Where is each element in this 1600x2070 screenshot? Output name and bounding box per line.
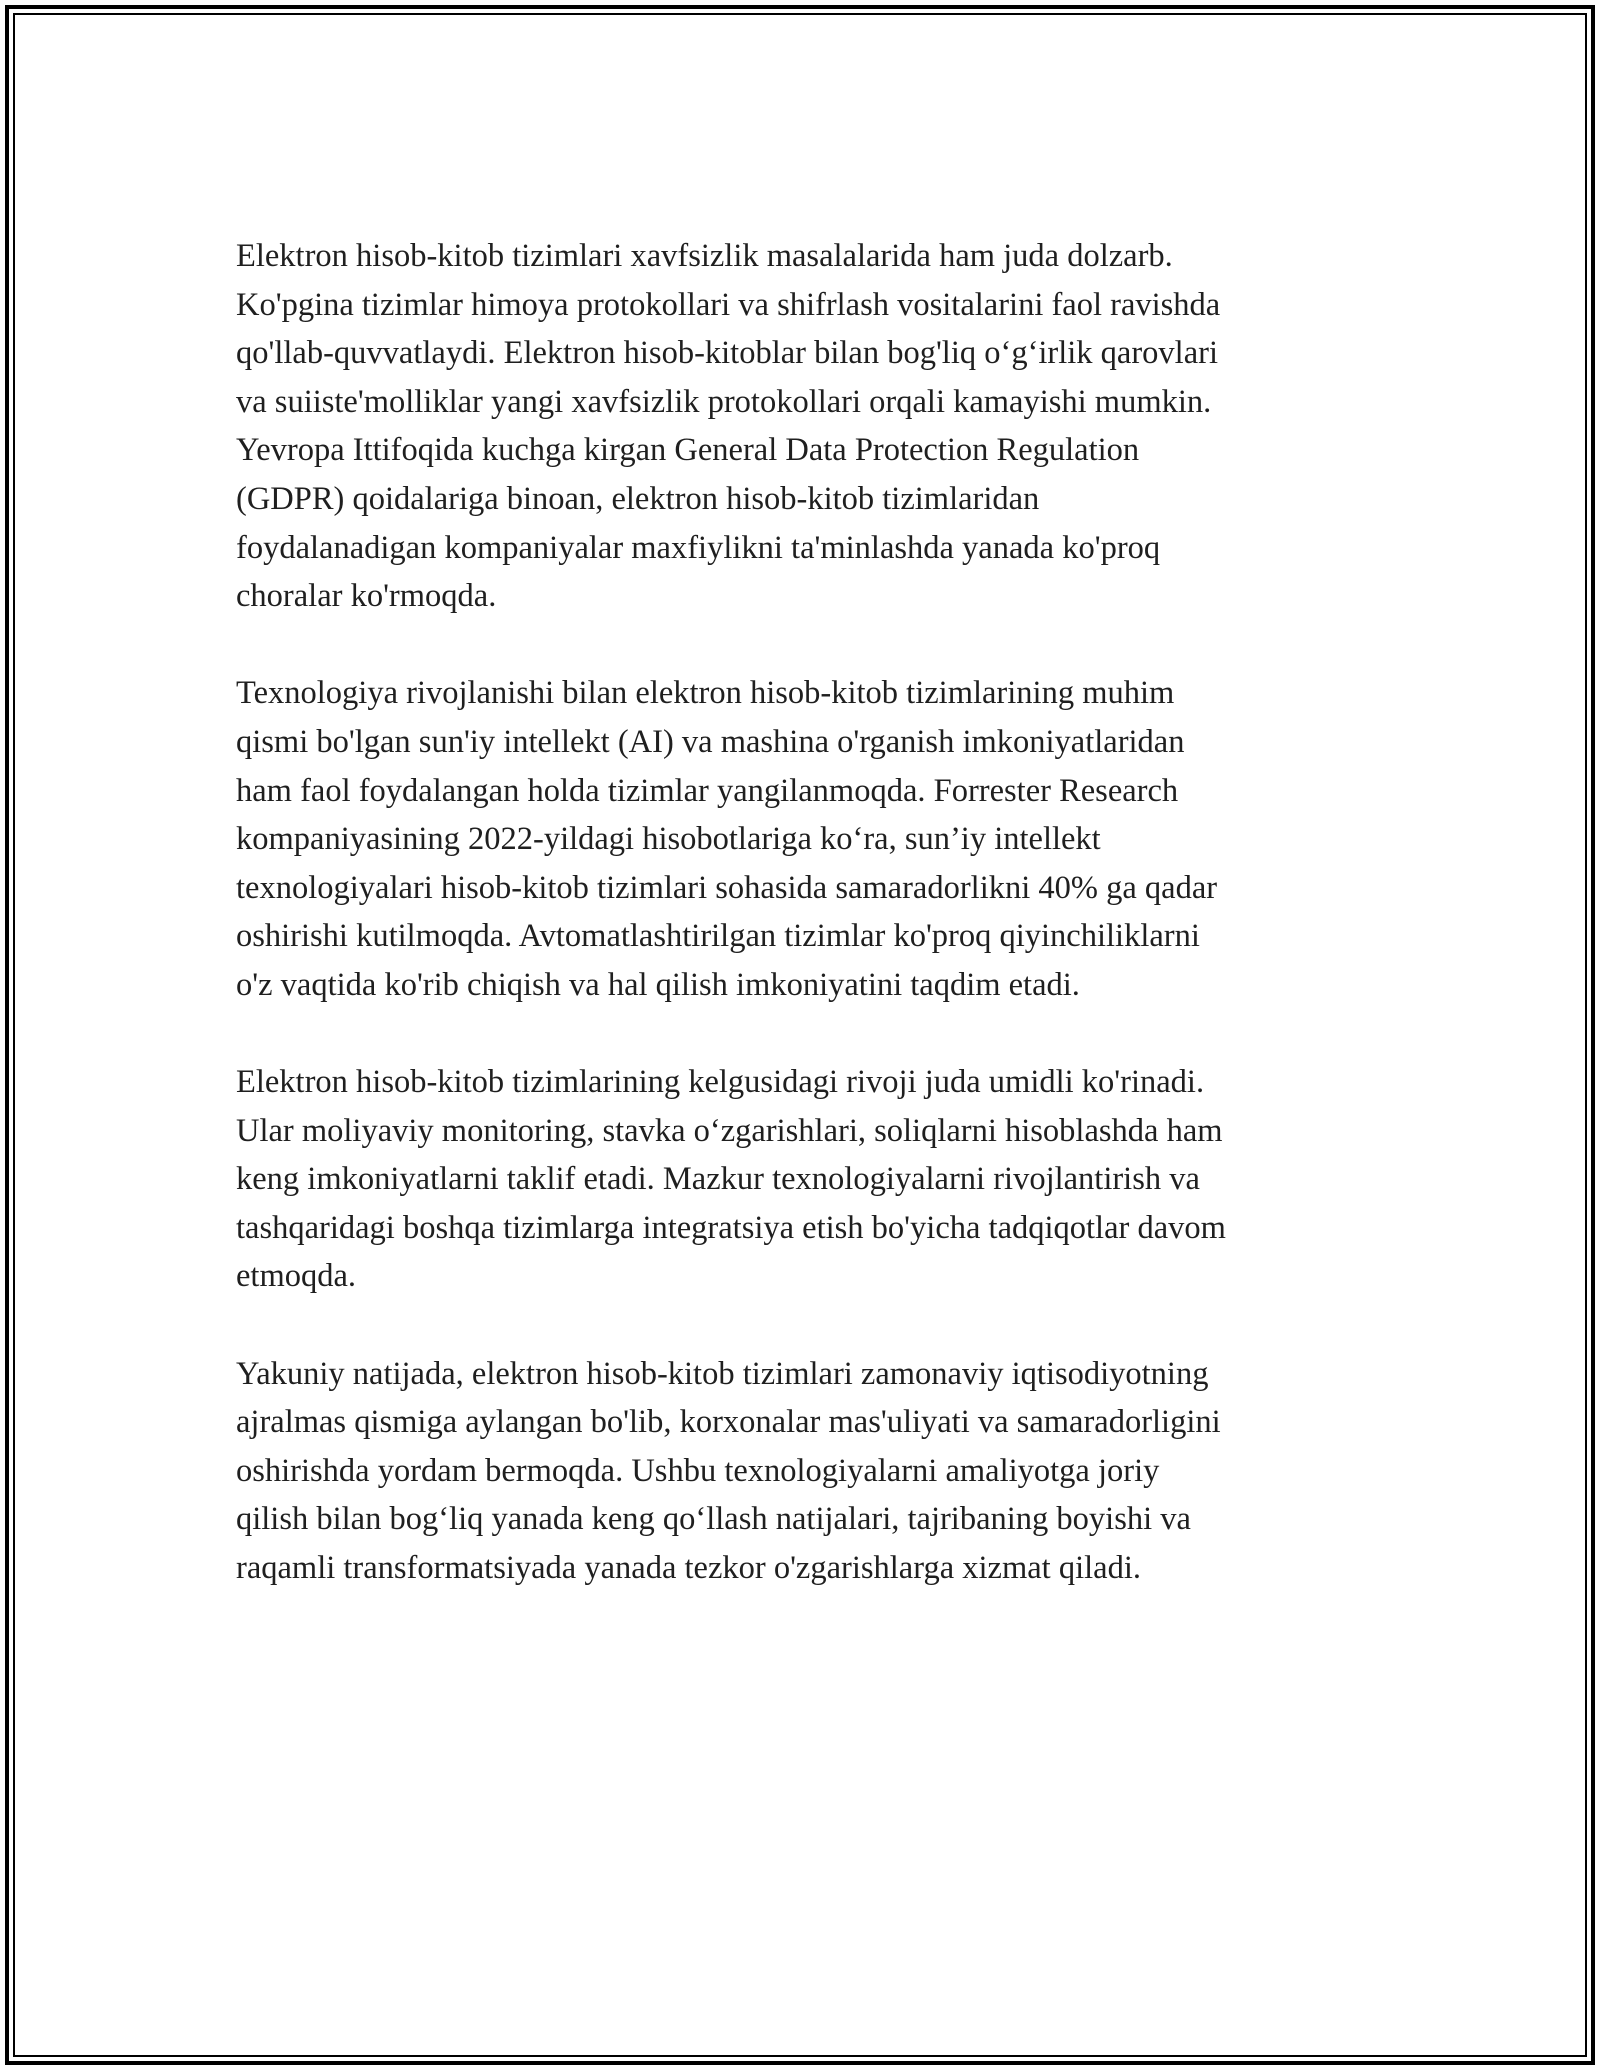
paragraph-conclusion: Yakuniy natijada, elektron hisob-kitob tizimlari zamonaviy iqtisodiyotning ajralmas qismiga aylangan bo'lib, korxonalar mas'uliyati va samaradorligini oshirishda yordam bermoqda. Ushbu texnologiyalarni amaliyotga joriy qilish bilan bog‘liq yanada keng qo‘llash natijalari, tajribaning boyishi va raqamli transformatsiyada yanada tezkor o'zgarishlarga xizmat qiladi. (236, 1355, 1221, 1587)
paragraph-security: Elektron hisob-kitob tizimlari xavfsizlik masalalarida ham juda dolzarb. Ko'pgina tizimlar himoya protokollari va shifrlash vositalarini faol ravishda qo'llab-quvvatlaydi. Elektron hisob-kitoblar bilan bog'liq o‘g‘irlik qarovlari va suiiste'molliklar yangi xavfsizlik protokollari orqali kamayishi mumkin. Yevropa Ittifoqida kuchga kirgan General Data Protection Regulation (GDPR) qoidalariga binoan, elektron hisob-kitob tizimlaridan foydalanadigan kompaniyalar maxfiylikni ta'minlashda yanada ko'proq choralar ko'rmoqda. (236, 238, 1221, 615)
document-body (236, 232, 1366, 1641)
paragraph-future-outlook: Elektron hisob-kitob tizimlarining kelgusidagi rivoji juda umidli ko'rinadi. Ular moliyaviy monitoring, stavka o‘zgarishlari, soliqlarni hisoblashda ham keng imkoniyatlarni taklif etadi. Mazkur texnologiyalarni rivojlantirish va tashqaridagi boshqa tizimlarga integratsiya etish bo'yicha tadqiqotlar davom etmoqda. (236, 1064, 1226, 1295)
paragraph-ai-technology: Texnologiya rivojlanishi bilan elektron hisob-kitob tizimlarining muhim qismi bo'lgan sun'iy intellekt (AI) va mashina o'rganish imkoniyatlaridan ham faol foydalangan holda tizimlar yangilanmoqda. Forrester Research kompaniyasining 2022-yildagi hisobotlariga ko‘ra, sun’iy intellekt texnologiyalari hisob-kitob tizimlari sohasida samaradorlikni 40% ga qadar oshirishi kutilmoqda. Avtomatlashtirilgan tizimlar ko'proq qiyinchiliklarni o'z vaqtida ko'rib chiqish va hal qilish imkoniyatini taqdim etadi. (236, 675, 1218, 1003)
